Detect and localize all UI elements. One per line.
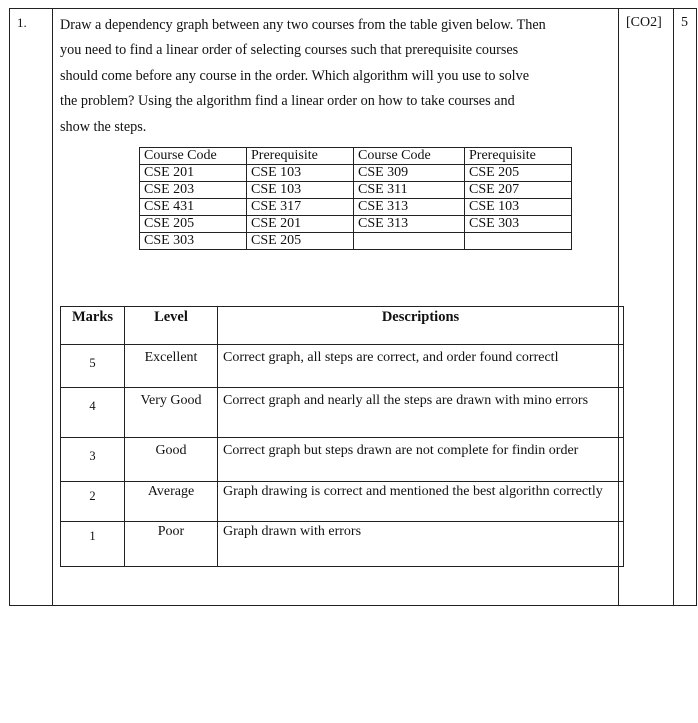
rubric-row — [61, 482, 624, 522]
rubric-level: Excellent — [125, 345, 218, 388]
header-course-code: Course Code — [140, 148, 247, 165]
table-cell: CSE 201 — [247, 216, 354, 233]
table-cell: CSE 103 — [465, 199, 572, 216]
table-cell: CSE 311 — [354, 182, 465, 199]
rubric-description: Graph drawn with errors — [218, 522, 624, 567]
table-cell: CSE 303 — [140, 233, 247, 250]
table-cell: CSE 309 — [354, 165, 465, 182]
frame-right — [696, 8, 697, 606]
table-row — [140, 216, 572, 233]
question-number: 1. — [17, 15, 27, 30]
table-cell: CSE 205 — [247, 233, 354, 250]
rubric-marks: 5 — [61, 345, 125, 388]
rubric-header-level: Level — [125, 307, 218, 345]
rubric-row — [61, 388, 624, 438]
rubric-header-descriptions: Descriptions — [218, 307, 624, 345]
rubric-description: Graph drawing is correct and mentioned the best algorithn correctly — [218, 482, 624, 522]
rubric-marks: 3 — [61, 438, 125, 482]
table-cell: CSE 431 — [140, 199, 247, 216]
table-cell: CSE 205 — [140, 216, 247, 233]
marking-rubric-table — [60, 306, 624, 567]
table-cell: CSE 303 — [465, 216, 572, 233]
question-line: show the steps. — [60, 118, 147, 135]
rubric-row — [61, 345, 624, 388]
rubric-level: Very Good — [125, 388, 218, 438]
header-prerequisite: Prerequisite — [247, 148, 354, 165]
table-cell — [354, 233, 465, 250]
table-row — [140, 182, 572, 199]
course-outcome-label: [CO2] — [626, 15, 662, 30]
rubric-row — [61, 522, 624, 567]
rubric-description: Correct graph and nearly all the steps are drawn with mino errors — [218, 388, 624, 438]
rubric-description: Correct graph but steps drawn are not complete for findin order — [218, 438, 624, 482]
rubric-level: Good — [125, 438, 218, 482]
frame-bottom — [9, 605, 697, 606]
table-cell: CSE 317 — [247, 199, 354, 216]
frame-col1 — [52, 8, 53, 606]
frame-col3 — [673, 8, 674, 606]
question-text — [60, 13, 612, 140]
course-prerequisite-table — [139, 147, 572, 250]
table-row — [140, 165, 572, 182]
header-course-code: Course Code — [354, 148, 465, 165]
table-cell: CSE 103 — [247, 165, 354, 182]
rubric-level: Poor — [125, 522, 218, 567]
table-row — [140, 233, 572, 250]
table-cell: CSE 205 — [465, 165, 572, 182]
rubric-description: Correct graph, all steps are correct, and order found correctl — [218, 345, 624, 388]
question-line: the problem? Using the algorithm find a linear order on how to take courses and — [60, 93, 515, 110]
table-cell: CSE 203 — [140, 182, 247, 199]
table-cell: CSE 313 — [354, 216, 465, 233]
table-cell: CSE 201 — [140, 165, 247, 182]
table-header-row — [140, 148, 572, 165]
question-line: Draw a dependency graph between any two courses from the table given below. Then — [60, 17, 546, 33]
rubric-marks: 1 — [61, 522, 125, 567]
table-cell: CSE 207 — [465, 182, 572, 199]
table-cell: CSE 313 — [354, 199, 465, 216]
rubric-marks: 2 — [61, 482, 125, 522]
question-line: you need to find a linear order of selecting courses such that prerequisite courses — [60, 42, 519, 59]
question-line: should come before any course in the order. Which algorithm will you use to solve — [60, 67, 529, 84]
rubric-header-row — [61, 307, 624, 345]
table-cell: CSE 103 — [247, 182, 354, 199]
table-row — [140, 199, 572, 216]
rubric-header-marks: Marks — [61, 307, 125, 345]
frame-top — [9, 8, 697, 9]
rubric-marks: 4 — [61, 388, 125, 438]
rubric-row — [61, 438, 624, 482]
question-marks: 5 — [681, 15, 688, 30]
table-cell — [465, 233, 572, 250]
rubric-level: Average — [125, 482, 218, 522]
frame-left — [9, 8, 10, 606]
header-prerequisite: Prerequisite — [465, 148, 572, 165]
